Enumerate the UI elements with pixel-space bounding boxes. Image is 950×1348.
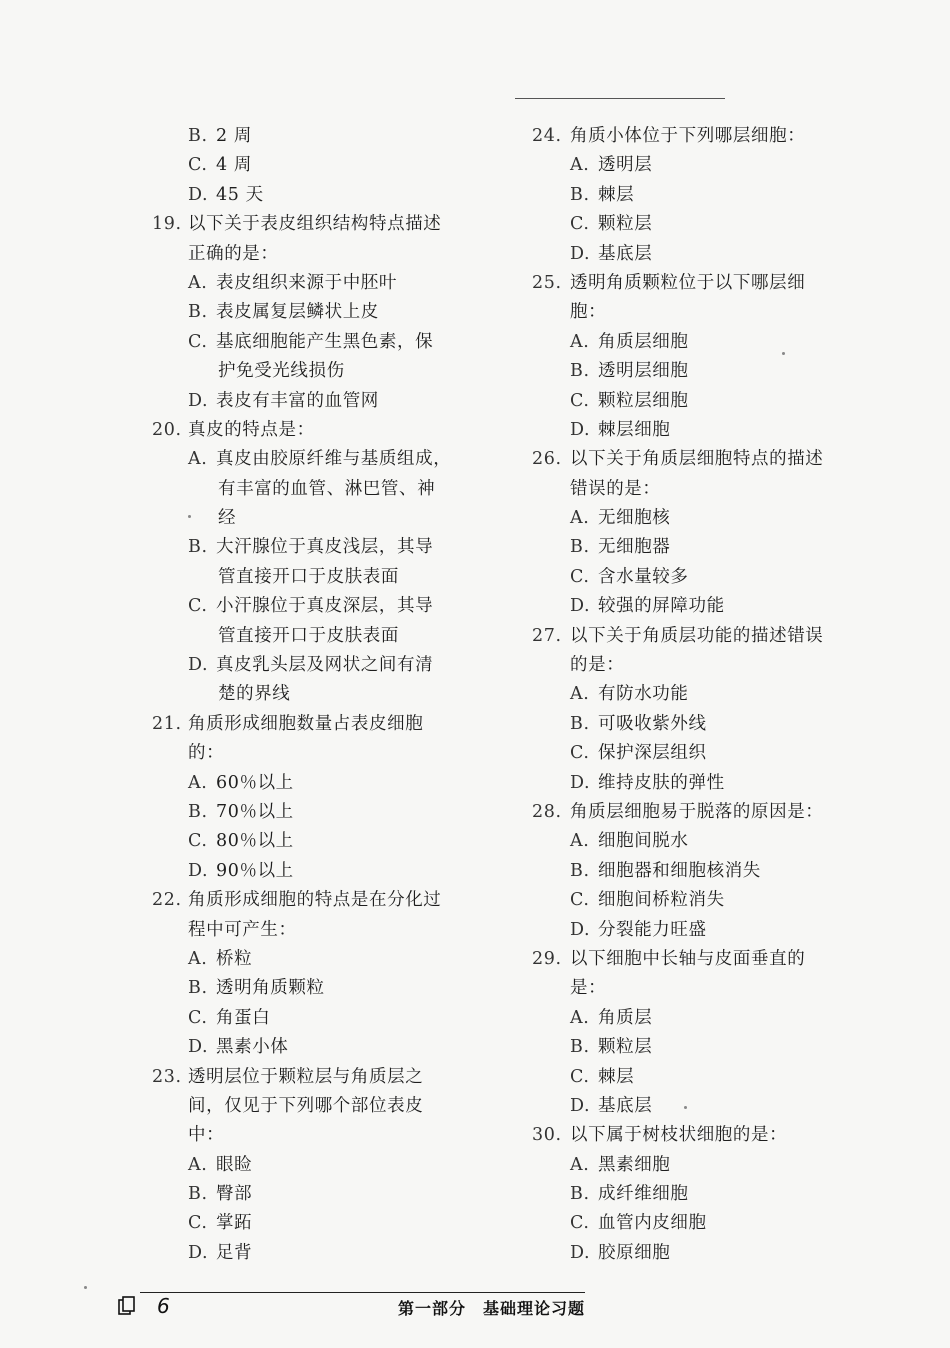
question-stem-continued — [532, 974, 872, 1003]
option-letter: A. — [188, 449, 208, 470]
answer-option — [532, 680, 872, 709]
option-letter: A. — [188, 272, 208, 293]
question-stem — [152, 710, 482, 739]
option-letter: C. — [188, 1213, 208, 1234]
line-text: 90％以上 — [216, 860, 294, 881]
line-text: 角质层细胞易于脱落的原因是： — [570, 801, 824, 822]
line-text: 桥粒 — [216, 948, 253, 969]
question-number: 27. — [532, 625, 562, 646]
question-number: 28. — [532, 801, 562, 822]
answer-option — [532, 710, 872, 739]
answer-option — [532, 416, 872, 445]
line-text: 有丰富的血管、淋巴管、神 — [218, 478, 436, 499]
line-text: 透明角质颗粒 — [216, 978, 325, 999]
answer-option — [532, 592, 872, 621]
answer-option-continued — [152, 622, 482, 651]
answer-option — [532, 1033, 872, 1062]
question-number: 24. — [532, 126, 562, 146]
answer-option — [532, 240, 872, 269]
option-letter: C. — [570, 743, 590, 764]
option-letter: B. — [570, 1184, 590, 1205]
question-stem — [532, 445, 872, 474]
option-letter: A. — [188, 772, 208, 793]
option-letter: C. — [188, 831, 208, 852]
option-letter: C. — [570, 214, 590, 235]
answer-option — [532, 328, 872, 357]
answer-option — [532, 1151, 872, 1180]
answer-option — [532, 1180, 872, 1209]
line-text: 黑素细胞 — [598, 1154, 671, 1175]
line-text: 小汗腺位于真皮深层，其导 — [216, 596, 434, 617]
line-text: 可吸收紫外线 — [598, 713, 707, 734]
line-text: 护免受光线损伤 — [218, 361, 345, 382]
answer-option — [152, 151, 482, 180]
answer-option-continued — [152, 680, 482, 709]
answer-option — [532, 1092, 872, 1121]
option-letter: A. — [570, 331, 590, 352]
line-text: 角蛋白 — [216, 1007, 271, 1028]
option-letter: C. — [188, 1007, 208, 1028]
answer-option — [152, 1209, 482, 1238]
answer-option — [152, 651, 482, 680]
answer-option-continued — [152, 504, 482, 533]
question-stem — [532, 945, 872, 974]
line-text: 真皮乳头层及网状之间有清 — [216, 655, 434, 676]
line-text: 大汗腺位于真皮浅层，其导 — [216, 537, 434, 558]
line-text: 4 周 — [216, 155, 252, 176]
option-letter: D. — [570, 1242, 591, 1263]
book-pages-icon — [118, 1296, 138, 1316]
option-letter: A. — [570, 1154, 590, 1175]
question-stem-continued — [152, 240, 482, 269]
answer-option — [152, 798, 482, 827]
line-text: 有防水功能 — [598, 684, 689, 705]
option-letter: C. — [570, 566, 590, 587]
question-stem-continued — [152, 1092, 482, 1121]
line-text: 的： — [188, 743, 225, 764]
answer-option — [152, 1151, 482, 1180]
option-letter: C. — [570, 390, 590, 411]
line-text: 楚的界线 — [218, 684, 291, 705]
question-number: 22. — [152, 890, 182, 911]
line-text: 以下属于树枝状细胞的是： — [570, 1125, 788, 1146]
option-letter: D. — [570, 419, 591, 440]
line-text: 是： — [570, 978, 607, 999]
answer-option — [532, 1209, 872, 1238]
line-text: 程中可产生： — [188, 919, 297, 940]
option-letter: A. — [570, 155, 590, 176]
question-number: 29. — [532, 948, 562, 969]
line-text: 较强的屏障功能 — [598, 596, 725, 617]
answer-option — [152, 1239, 482, 1268]
line-text: 以下关于表皮组织结构特点描述 — [188, 214, 442, 235]
option-letter: D. — [188, 655, 209, 676]
option-letter: D. — [188, 1037, 209, 1058]
question-stem-continued — [532, 475, 872, 504]
option-letter: A. — [570, 1007, 590, 1028]
question-number: 25. — [532, 272, 562, 293]
question-stem-continued — [152, 1121, 482, 1150]
answer-option — [532, 563, 872, 592]
question-stem-continued — [532, 651, 872, 680]
line-text: 无细胞器 — [598, 537, 671, 558]
line-text: 基底层 — [598, 243, 653, 264]
answer-option — [532, 533, 872, 562]
line-text: 真皮的特点是： — [188, 419, 315, 440]
line-text: 颗粒层 — [598, 1037, 653, 1058]
line-text: 棘层 — [598, 184, 635, 205]
answer-option — [532, 827, 872, 856]
option-letter: B. — [570, 537, 590, 558]
line-text: 以下细胞中长轴与皮面垂直的 — [570, 948, 806, 969]
line-text: 细胞器和细胞核消失 — [598, 860, 761, 881]
question-stem — [152, 886, 482, 915]
line-text: 细胞间桥粒消失 — [598, 890, 725, 911]
line-text: 胞： — [570, 302, 607, 323]
option-letter: B. — [188, 302, 208, 323]
answer-option — [152, 592, 482, 621]
answer-option — [532, 769, 872, 798]
answer-option — [532, 210, 872, 239]
line-text: 间，仅见于下列哪个部位表皮 — [188, 1095, 424, 1116]
option-letter: C. — [570, 1213, 590, 1234]
option-letter: B. — [188, 801, 208, 822]
answer-option — [532, 886, 872, 915]
question-stem — [152, 416, 482, 445]
option-letter: D. — [570, 1095, 591, 1116]
option-letter: D. — [570, 596, 591, 617]
question-number: 21. — [152, 713, 182, 734]
option-letter: D. — [570, 919, 591, 940]
line-text: 以下关于角质层功能的描述错误 — [570, 625, 824, 646]
line-text: 角质层 — [598, 1007, 653, 1028]
option-letter: C. — [188, 155, 208, 176]
answer-option — [532, 181, 872, 210]
option-letter: C. — [570, 890, 590, 911]
option-letter: B. — [188, 1184, 208, 1205]
line-text: 正确的是： — [188, 243, 279, 264]
answer-option — [152, 827, 482, 856]
scan-speck — [782, 352, 785, 355]
line-text: 臀部 — [216, 1184, 253, 1205]
option-letter: D. — [188, 860, 209, 881]
line-text: 的是： — [570, 655, 625, 676]
line-text: 透明层位于颗粒层与角质层之 — [188, 1066, 424, 1087]
answer-option-continued — [152, 563, 482, 592]
option-letter: D. — [188, 390, 209, 411]
scan-speck — [188, 515, 191, 518]
option-letter: A. — [188, 948, 208, 969]
right-question-column — [532, 122, 872, 1268]
line-text: 黑素小体 — [216, 1037, 289, 1058]
line-text: 保护深层组织 — [598, 743, 707, 764]
question-number: 30. — [532, 1125, 562, 1146]
question-stem-continued — [152, 739, 482, 768]
line-text: 颗粒层细胞 — [598, 390, 689, 411]
answer-option — [152, 269, 482, 298]
question-number: 19. — [152, 214, 182, 235]
answer-option — [152, 1180, 482, 1209]
option-letter: C. — [188, 596, 208, 617]
answer-option — [152, 974, 482, 1003]
line-text: 45 天 — [216, 184, 264, 205]
line-text: 70％以上 — [216, 801, 294, 822]
answer-option — [152, 945, 482, 974]
answer-option — [532, 1063, 872, 1092]
line-text: 角质形成细胞数量占表皮细胞 — [188, 713, 424, 734]
scan-speck — [684, 1106, 687, 1109]
option-letter: B. — [188, 978, 208, 999]
option-letter: D. — [570, 772, 591, 793]
answer-option — [532, 857, 872, 886]
option-letter: B. — [570, 860, 590, 881]
option-letter: D. — [570, 243, 591, 264]
question-stem-continued — [532, 298, 872, 327]
option-letter: A. — [188, 1154, 208, 1175]
line-text: 表皮组织来源于中胚叶 — [216, 272, 397, 293]
answer-option — [152, 857, 482, 886]
line-text: 血管内皮细胞 — [598, 1213, 707, 1234]
left-question-column — [152, 122, 482, 1268]
line-text: 角质形成细胞的特点是在分化过 — [188, 890, 442, 911]
line-text: 60％以上 — [216, 772, 294, 793]
question-number: 20. — [152, 419, 182, 440]
question-stem — [532, 269, 872, 298]
option-letter: B. — [570, 361, 590, 382]
question-stem — [532, 1121, 872, 1150]
question-stem — [532, 122, 872, 151]
answer-option — [152, 1033, 482, 1062]
line-text: 胶原细胞 — [598, 1242, 671, 1263]
option-letter: C. — [188, 331, 208, 352]
line-text: 基底细胞能产生黑色素，保 — [216, 331, 434, 352]
line-text: 透明层 — [598, 155, 653, 176]
answer-option — [532, 1239, 872, 1268]
option-letter: B. — [570, 713, 590, 734]
line-text: 经 — [218, 508, 237, 529]
answer-option — [152, 298, 482, 327]
question-stem — [152, 210, 482, 239]
question-stem — [532, 798, 872, 827]
line-text: 表皮有丰富的血管网 — [216, 390, 379, 411]
scan-speck — [84, 1286, 87, 1289]
line-text: 棘层 — [598, 1066, 635, 1087]
line-text: 错误的是： — [570, 478, 661, 499]
question-stem — [532, 622, 872, 651]
answer-option — [532, 357, 872, 386]
question-number: 26. — [532, 449, 562, 470]
answer-option — [532, 1004, 872, 1033]
line-text: 管直接开口于皮肤表面 — [218, 625, 399, 646]
header-rule — [515, 98, 725, 99]
line-text: 棘层细胞 — [598, 419, 671, 440]
line-text: 角质小体位于下列哪层细胞： — [570, 126, 806, 146]
answer-option — [532, 916, 872, 945]
line-text: 表皮属复层鳞状上皮 — [216, 302, 379, 323]
line-text: 透明角质颗粒位于以下哪层细 — [570, 272, 806, 293]
line-text: 维持皮肤的弹性 — [598, 772, 725, 793]
option-letter: B. — [188, 126, 208, 146]
option-letter: A. — [570, 684, 590, 705]
line-text: 掌跖 — [216, 1213, 253, 1234]
footer-rule — [140, 1292, 585, 1293]
option-letter: D. — [188, 1242, 209, 1263]
answer-option — [152, 769, 482, 798]
answer-option — [532, 151, 872, 180]
line-text: 管直接开口于皮肤表面 — [218, 566, 399, 587]
option-letter: A. — [570, 508, 590, 529]
line-text: 80％以上 — [216, 831, 294, 852]
answer-option — [152, 533, 482, 562]
line-text: 中： — [188, 1125, 225, 1146]
answer-option-continued — [152, 357, 482, 386]
option-letter: B. — [570, 1037, 590, 1058]
answer-option — [152, 122, 482, 151]
question-stem — [152, 1063, 482, 1092]
line-text: 分裂能力旺盛 — [598, 919, 707, 940]
line-text: 成纤维细胞 — [598, 1184, 689, 1205]
line-text: 真皮由胶原纤维与基质组成， — [216, 449, 452, 470]
question-stem-continued — [152, 916, 482, 945]
answer-option — [532, 387, 872, 416]
line-text: 眼睑 — [216, 1154, 253, 1175]
line-text: 细胞间脱水 — [598, 831, 689, 852]
line-text: 角质层细胞 — [598, 331, 689, 352]
line-text: 2 周 — [216, 126, 252, 146]
line-text: 以下关于角质层细胞特点的描述 — [570, 449, 824, 470]
option-letter: B. — [570, 184, 590, 205]
option-letter: B. — [188, 537, 208, 558]
answer-option — [532, 504, 872, 533]
answer-option — [152, 181, 482, 210]
question-number: 23. — [152, 1066, 182, 1087]
answer-option-continued — [152, 475, 482, 504]
section-title: 第一部分 基础理论习题 — [398, 1299, 586, 1318]
line-text: 无细胞核 — [598, 508, 671, 529]
line-text: 含水量较多 — [598, 566, 689, 587]
answer-option — [152, 328, 482, 357]
answer-option — [152, 387, 482, 416]
line-text: 足背 — [216, 1242, 253, 1263]
line-text: 颗粒层 — [598, 214, 653, 235]
option-letter: A. — [570, 831, 590, 852]
answer-option — [152, 1004, 482, 1033]
line-text: 基底层 — [598, 1095, 653, 1116]
option-letter: D. — [188, 184, 209, 205]
option-letter: C. — [570, 1066, 590, 1087]
page-number: 6 — [157, 1294, 170, 1318]
line-text: 透明层细胞 — [598, 361, 689, 382]
answer-option — [532, 739, 872, 768]
answer-option — [152, 445, 482, 474]
